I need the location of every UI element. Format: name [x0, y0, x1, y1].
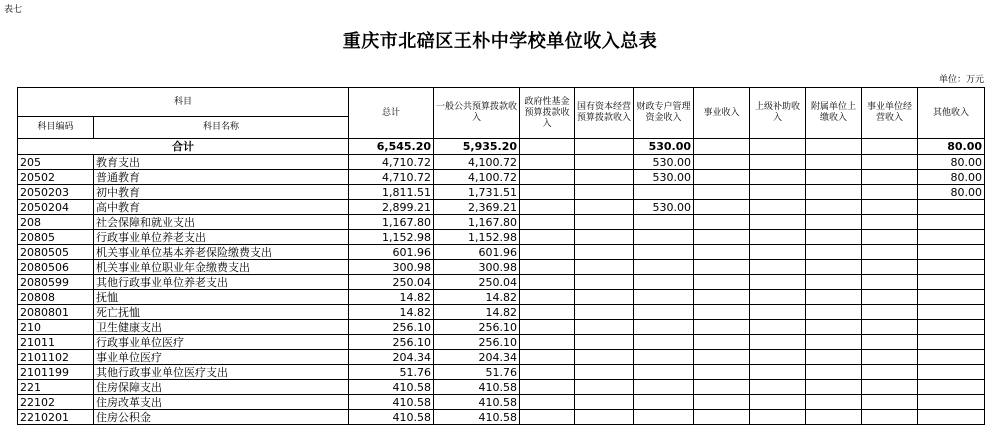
state-capital-cell	[575, 260, 634, 275]
subject-code-cell: 2050204	[18, 200, 94, 215]
superior-subsidy-cell	[750, 290, 806, 305]
header-superior-subsidy: 上级补助收入	[750, 88, 806, 139]
state-capital-cell	[575, 380, 634, 395]
subject-name-cell: 抚恤	[94, 290, 349, 305]
business-income-cell	[694, 185, 750, 200]
affiliate-turnover-cell	[806, 155, 862, 170]
subject-code-cell: 2080801	[18, 305, 94, 320]
total-fiscal-special: 530.00	[634, 139, 694, 155]
state-capital-cell	[575, 410, 634, 425]
total-total: 6,545.20	[349, 139, 434, 155]
general-budget-cell: 256.10	[434, 335, 520, 350]
header-general-budget: 一般公共预算拨款收入	[434, 88, 520, 139]
affiliate-turnover-cell	[806, 350, 862, 365]
total-cell: 4,710.72	[349, 170, 434, 185]
state-capital-cell	[575, 320, 634, 335]
fiscal-special-cell	[634, 380, 694, 395]
total-cell: 4,710.72	[349, 155, 434, 170]
superior-subsidy-cell	[750, 365, 806, 380]
table-row	[18, 305, 985, 320]
subject-code-cell: 208	[18, 215, 94, 230]
subject-code-cell: 2101199	[18, 365, 94, 380]
business-income-cell	[694, 290, 750, 305]
total-affiliate-turnover	[806, 139, 862, 155]
affiliate-turnover-cell	[806, 335, 862, 350]
other-income-cell	[918, 350, 985, 365]
table-row	[18, 275, 985, 290]
header-subject: 科目	[18, 88, 349, 117]
subject-name-cell: 卫生健康支出	[94, 320, 349, 335]
gov-fund-cell	[520, 230, 575, 245]
subject-name-cell: 行政事业单位养老支出	[94, 230, 349, 245]
affiliate-turnover-cell	[806, 380, 862, 395]
header-row	[18, 88, 985, 117]
subject-name-cell: 住房公积金	[94, 410, 349, 425]
subject-code-cell: 20502	[18, 170, 94, 185]
business-income-cell	[694, 380, 750, 395]
business-income-cell	[694, 230, 750, 245]
subject-name-cell: 其他行政事业单位医疗支出	[94, 365, 349, 380]
other-income-cell	[918, 365, 985, 380]
total-cell: 14.82	[349, 305, 434, 320]
general-budget-cell: 1,167.80	[434, 215, 520, 230]
total-other-income: 80.00	[918, 139, 985, 155]
subject-name-cell: 行政事业单位医疗	[94, 335, 349, 350]
other-income-cell	[918, 305, 985, 320]
state-capital-cell	[575, 335, 634, 350]
business-income-cell	[694, 365, 750, 380]
general-budget-cell: 601.96	[434, 245, 520, 260]
total-cell: 51.76	[349, 365, 434, 380]
business-operation-cell	[862, 290, 918, 305]
total-cell: 204.34	[349, 350, 434, 365]
header-fiscal-special: 财政专户管理资金收入	[634, 88, 694, 139]
header-other-income: 其他收入	[918, 88, 985, 139]
business-operation-cell	[862, 230, 918, 245]
gov-fund-cell	[520, 155, 575, 170]
subject-name-cell: 其他行政事业单位养老支出	[94, 275, 349, 290]
affiliate-turnover-cell	[806, 185, 862, 200]
table-row	[18, 185, 985, 200]
total-cell: 300.98	[349, 260, 434, 275]
general-budget-cell: 4,100.72	[434, 170, 520, 185]
business-income-cell	[694, 215, 750, 230]
general-budget-cell: 410.58	[434, 395, 520, 410]
business-income-cell	[694, 170, 750, 185]
general-budget-cell: 1,152.98	[434, 230, 520, 245]
business-income-cell	[694, 395, 750, 410]
total-state-capital	[575, 139, 634, 155]
total-general-budget: 5,935.20	[434, 139, 520, 155]
affiliate-turnover-cell	[806, 395, 862, 410]
total-label: 合计	[18, 139, 349, 155]
other-income-cell: 80.00	[918, 185, 985, 200]
income-summary-table	[17, 87, 985, 425]
general-budget-cell: 14.82	[434, 305, 520, 320]
table-row	[18, 155, 985, 170]
table-row	[18, 260, 985, 275]
other-income-cell	[918, 245, 985, 260]
subject-name-cell: 住房保障支出	[94, 380, 349, 395]
gov-fund-cell	[520, 260, 575, 275]
business-operation-cell	[862, 410, 918, 425]
total-superior-subsidy	[750, 139, 806, 155]
gov-fund-cell	[520, 305, 575, 320]
header-affiliate-turnover: 附属单位上缴收入	[806, 88, 862, 139]
business-operation-cell	[862, 170, 918, 185]
gov-fund-cell	[520, 200, 575, 215]
superior-subsidy-cell	[750, 395, 806, 410]
table-row	[18, 335, 985, 350]
table-row	[18, 395, 985, 410]
subject-code-cell: 2101102	[18, 350, 94, 365]
affiliate-turnover-cell	[806, 365, 862, 380]
header-subject-name: 科目名称	[94, 117, 349, 139]
other-income-cell	[918, 290, 985, 305]
business-operation-cell	[862, 200, 918, 215]
state-capital-cell	[575, 365, 634, 380]
business-income-cell	[694, 155, 750, 170]
subject-code-cell: 21011	[18, 335, 94, 350]
superior-subsidy-cell	[750, 200, 806, 215]
table-row	[18, 350, 985, 365]
superior-subsidy-cell	[750, 275, 806, 290]
superior-subsidy-cell	[750, 380, 806, 395]
gov-fund-cell	[520, 410, 575, 425]
general-budget-cell: 300.98	[434, 260, 520, 275]
general-budget-cell: 204.34	[434, 350, 520, 365]
total-cell: 410.58	[349, 380, 434, 395]
header-state-capital: 国有资本经营预算拨款收入	[575, 88, 634, 139]
fiscal-special-cell	[634, 365, 694, 380]
header-gov-fund: 政府性基金预算拨款收入	[520, 88, 575, 139]
superior-subsidy-cell	[750, 155, 806, 170]
affiliate-turnover-cell	[806, 305, 862, 320]
table-row	[18, 365, 985, 380]
affiliate-turnover-cell	[806, 260, 862, 275]
gov-fund-cell	[520, 170, 575, 185]
total-business-operation	[862, 139, 918, 155]
table-body	[18, 88, 985, 425]
fiscal-special-cell	[634, 230, 694, 245]
affiliate-turnover-cell	[806, 290, 862, 305]
gov-fund-cell	[520, 320, 575, 335]
subject-code-cell: 20808	[18, 290, 94, 305]
superior-subsidy-cell	[750, 170, 806, 185]
subject-name-cell: 高中教育	[94, 200, 349, 215]
fiscal-special-cell: 530.00	[634, 170, 694, 185]
total-cell: 1,811.51	[349, 185, 434, 200]
business-operation-cell	[862, 320, 918, 335]
state-capital-cell	[575, 290, 634, 305]
superior-subsidy-cell	[750, 185, 806, 200]
fiscal-special-cell	[634, 305, 694, 320]
superior-subsidy-cell	[750, 215, 806, 230]
subject-code-cell: 2050203	[18, 185, 94, 200]
state-capital-cell	[575, 185, 634, 200]
superior-subsidy-cell	[750, 305, 806, 320]
other-income-cell	[918, 275, 985, 290]
state-capital-cell	[575, 245, 634, 260]
total-cell: 14.82	[349, 290, 434, 305]
other-income-cell	[918, 410, 985, 425]
other-income-cell	[918, 320, 985, 335]
state-capital-cell	[575, 155, 634, 170]
total-cell: 256.10	[349, 335, 434, 350]
total-gov-fund	[520, 139, 575, 155]
fiscal-special-cell	[634, 410, 694, 425]
header-business-operation: 事业单位经营收入	[862, 88, 918, 139]
affiliate-turnover-cell	[806, 410, 862, 425]
subject-name-cell: 事业单位医疗	[94, 350, 349, 365]
subject-name-cell: 机关事业单位职业年金缴费支出	[94, 260, 349, 275]
state-capital-cell	[575, 350, 634, 365]
business-income-cell	[694, 200, 750, 215]
gov-fund-cell	[520, 365, 575, 380]
other-income-cell	[918, 335, 985, 350]
state-capital-cell	[575, 395, 634, 410]
state-capital-cell	[575, 230, 634, 245]
business-operation-cell	[862, 335, 918, 350]
affiliate-turnover-cell	[806, 215, 862, 230]
state-capital-cell	[575, 215, 634, 230]
gov-fund-cell	[520, 395, 575, 410]
unit-label: 单位：万元	[938, 75, 984, 85]
general-budget-cell: 51.76	[434, 365, 520, 380]
total-cell: 1,167.80	[349, 215, 434, 230]
table-row	[18, 200, 985, 215]
table-row	[18, 230, 985, 245]
gov-fund-cell	[520, 290, 575, 305]
superior-subsidy-cell	[750, 245, 806, 260]
gov-fund-cell	[520, 350, 575, 365]
subject-name-cell: 社会保障和就业支出	[94, 215, 349, 230]
superior-subsidy-cell	[750, 350, 806, 365]
state-capital-cell	[575, 200, 634, 215]
subject-name-cell: 机关事业单位基本养老保险缴费支出	[94, 245, 349, 260]
table-row	[18, 290, 985, 305]
other-income-cell: 80.00	[918, 170, 985, 185]
subject-name-cell: 普通教育	[94, 170, 349, 185]
subject-code-cell: 2080599	[18, 275, 94, 290]
affiliate-turnover-cell	[806, 170, 862, 185]
subject-name-cell: 死亡抚恤	[94, 305, 349, 320]
subject-name-cell: 住房改革支出	[94, 395, 349, 410]
general-budget-cell: 2,369.21	[434, 200, 520, 215]
business-income-cell	[694, 245, 750, 260]
business-income-cell	[694, 260, 750, 275]
fiscal-special-cell	[634, 185, 694, 200]
total-row	[18, 139, 985, 155]
fiscal-special-cell: 530.00	[634, 155, 694, 170]
table-row	[18, 410, 985, 425]
superior-subsidy-cell	[750, 260, 806, 275]
business-income-cell	[694, 275, 750, 290]
business-operation-cell	[862, 380, 918, 395]
state-capital-cell	[575, 305, 634, 320]
superior-subsidy-cell	[750, 230, 806, 245]
business-income-cell	[694, 320, 750, 335]
fiscal-special-cell	[634, 290, 694, 305]
gov-fund-cell	[520, 275, 575, 290]
fiscal-special-cell	[634, 245, 694, 260]
subject-code-cell: 2210201	[18, 410, 94, 425]
table-row	[18, 170, 985, 185]
total-cell: 2,899.21	[349, 200, 434, 215]
business-operation-cell	[862, 260, 918, 275]
subject-code-cell: 2080506	[18, 260, 94, 275]
general-budget-cell: 14.82	[434, 290, 520, 305]
fiscal-special-cell	[634, 350, 694, 365]
general-budget-cell: 1,731.51	[434, 185, 520, 200]
affiliate-turnover-cell	[806, 320, 862, 335]
business-operation-cell	[862, 155, 918, 170]
superior-subsidy-cell	[750, 335, 806, 350]
total-cell: 1,152.98	[349, 230, 434, 245]
general-budget-cell: 250.04	[434, 275, 520, 290]
subject-code-cell: 221	[18, 380, 94, 395]
fiscal-special-cell: 530.00	[634, 200, 694, 215]
total-cell: 250.04	[349, 275, 434, 290]
header-subject-code: 科目编码	[18, 117, 94, 139]
fiscal-special-cell	[634, 260, 694, 275]
affiliate-turnover-cell	[806, 230, 862, 245]
state-capital-cell	[575, 170, 634, 185]
affiliate-turnover-cell	[806, 275, 862, 290]
state-capital-cell	[575, 275, 634, 290]
subject-code-cell: 20805	[18, 230, 94, 245]
business-income-cell	[694, 350, 750, 365]
other-income-cell	[918, 230, 985, 245]
general-budget-cell: 4,100.72	[434, 155, 520, 170]
header-business-income: 事业收入	[694, 88, 750, 139]
other-income-cell	[918, 215, 985, 230]
business-operation-cell	[862, 275, 918, 290]
fiscal-special-cell	[634, 335, 694, 350]
superior-subsidy-cell	[750, 410, 806, 425]
business-operation-cell	[862, 215, 918, 230]
subject-code-cell: 210	[18, 320, 94, 335]
header-total: 总计	[349, 88, 434, 139]
subject-code-cell: 2080505	[18, 245, 94, 260]
table-row	[18, 245, 985, 260]
business-operation-cell	[862, 365, 918, 380]
table-row	[18, 320, 985, 335]
general-budget-cell: 410.58	[434, 380, 520, 395]
other-income-cell	[918, 200, 985, 215]
total-cell: 601.96	[349, 245, 434, 260]
table-number-label: 表七	[4, 5, 23, 15]
business-operation-cell	[862, 245, 918, 260]
subject-name-cell: 初中教育	[94, 185, 349, 200]
subject-name-cell: 教育支出	[94, 155, 349, 170]
gov-fund-cell	[520, 185, 575, 200]
table-row	[18, 215, 985, 230]
business-operation-cell	[862, 185, 918, 200]
gov-fund-cell	[520, 380, 575, 395]
fiscal-special-cell	[634, 395, 694, 410]
general-budget-cell: 256.10	[434, 320, 520, 335]
business-operation-cell	[862, 350, 918, 365]
fiscal-special-cell	[634, 215, 694, 230]
total-cell: 256.10	[349, 320, 434, 335]
other-income-cell	[918, 380, 985, 395]
business-operation-cell	[862, 395, 918, 410]
affiliate-turnover-cell	[806, 245, 862, 260]
total-cell: 410.58	[349, 395, 434, 410]
business-income-cell	[694, 335, 750, 350]
superior-subsidy-cell	[750, 320, 806, 335]
fiscal-special-cell	[634, 320, 694, 335]
other-income-cell: 80.00	[918, 155, 985, 170]
other-income-cell	[918, 260, 985, 275]
business-income-cell	[694, 410, 750, 425]
other-income-cell	[918, 395, 985, 410]
page-title: 重庆市北碚区王朴中学校单位收入总表	[342, 31, 658, 52]
subject-code-cell: 22102	[18, 395, 94, 410]
gov-fund-cell	[520, 335, 575, 350]
general-budget-cell: 410.58	[434, 410, 520, 425]
gov-fund-cell	[520, 245, 575, 260]
affiliate-turnover-cell	[806, 200, 862, 215]
total-cell: 410.58	[349, 410, 434, 425]
subject-code-cell: 205	[18, 155, 94, 170]
gov-fund-cell	[520, 215, 575, 230]
business-income-cell	[694, 305, 750, 320]
fiscal-special-cell	[634, 275, 694, 290]
table-row	[18, 380, 985, 395]
business-operation-cell	[862, 305, 918, 320]
total-business-income	[694, 139, 750, 155]
